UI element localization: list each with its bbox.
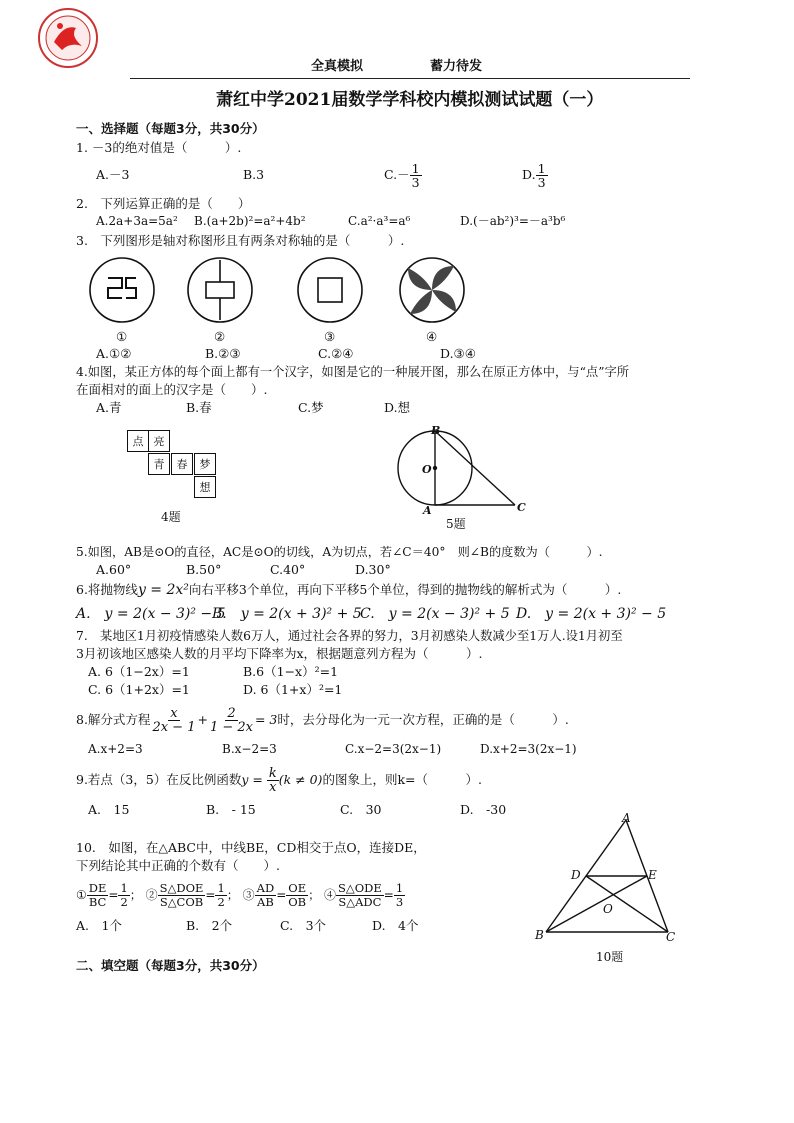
fig10-label-b: B — [535, 928, 544, 942]
q3-option-c: C.②④ — [318, 346, 354, 361]
q3-figures — [80, 252, 480, 332]
q2-option-c: C.a²·a³=a⁶ — [348, 214, 411, 228]
q10-statements — [76, 876, 405, 914]
q5-option-b: B.50° — [186, 562, 222, 577]
section-heading-choice: 一、选择题（每题3分，共30分） — [76, 121, 265, 136]
q8-option-c: C.x−2=3(2x−1) — [345, 742, 442, 756]
net-cell-chun: 春 — [171, 453, 193, 475]
q2-option-a: A.2a+3a=5a² — [96, 214, 178, 228]
q3-label-1: ① — [116, 329, 128, 344]
q3-option-a: A.①② — [96, 346, 132, 361]
q7-option-d: D. 6（1+x）²=1 — [243, 682, 343, 697]
fig5-caption: 5题 — [446, 517, 466, 531]
q9-option-b: B. - 15 — [206, 802, 256, 817]
q8-option-b: B.x−2=3 — [222, 742, 277, 756]
q8-option-a: A.x+2=3 — [88, 742, 143, 756]
q8-stem: 8.解分式方程 $\frac{x}{2x - 1}$ + $\frac{2}{1 - 2x}$ = 3时，去分母化为一元一次方程，正确的是（ ）. — [76, 706, 569, 735]
q7-option-c: C. 6（1+2x）=1 — [88, 682, 190, 697]
q1-stem: 1. －3的绝对值是（ ）. — [76, 140, 242, 155]
q9-option-c: C. 30 — [340, 802, 382, 817]
q3-label-3: ③ — [324, 329, 336, 344]
fig10-label-e: E — [648, 868, 657, 882]
q7-stem-line1: 7. 某地区1月初疫情感染人数6万人，通过社会各界的努力，3月初感染人数减少至1万人.设1月初至 — [76, 629, 623, 643]
q4-option-b: B.春 — [186, 400, 212, 415]
q3-figure-3 — [298, 258, 362, 322]
q10-option-b: B. 2个 — [186, 918, 233, 933]
q4-option-c: C.梦 — [298, 400, 324, 415]
q4-option-d: D.想 — [384, 400, 411, 415]
q3-stem: 3. 下列图形是轴对称图形且有两条对称轴的是（ ）. — [76, 233, 405, 248]
net-cell-xiang: 想 — [194, 476, 216, 498]
q1-option-d: D. $\frac{1}{3}$ — [522, 161, 546, 190]
header-motto-left: 全真模拟 — [311, 59, 364, 74]
q3-figure-4 — [400, 258, 464, 322]
net-cell-dian: 点 — [127, 430, 149, 452]
net-cell-qing: 青 — [148, 453, 170, 475]
q10-item-1: ① $\frac{DE}{BC}$ = $\frac{1}{2}$ ； — [76, 881, 142, 909]
q3-label-2: ② — [214, 329, 226, 344]
fig5-label-a: A — [423, 504, 432, 517]
q6-option-b: B. y = 2(x + 3)² + 5 — [212, 606, 362, 622]
fig10-caption: 10题 — [596, 950, 624, 964]
q3-figure-1 — [90, 258, 154, 322]
header-motto-right: 蓄力待发 — [430, 59, 483, 74]
fig10-label-d: D — [571, 868, 581, 882]
q10-item-2: ② $\frac{\text{S△DOE}}{\text{S△COB}}$ = $\frac{1}{2}$ ； — [145, 881, 239, 909]
q2-stem: 2. 下列运算正确的是（ ） — [76, 196, 251, 211]
fig10-label-a: A — [622, 811, 631, 825]
q9-stem: 9.若点（3，5）在反比例函数y = $\frac{k}{x}$ (k ≠ 0)的图象上，则k=（ ）. — [76, 766, 482, 795]
q5-option-c: C.40° — [270, 562, 306, 577]
q10-option-a: A. 1个 — [76, 918, 122, 933]
q4-stem-line1: 4.如图，某正方体的每个面上都有一个汉字，如图是它的一种展开图，那么在原正方体中，与“点”字所 — [76, 365, 630, 379]
fig5-label-c: C — [517, 501, 526, 514]
fig10-diagram — [540, 812, 680, 938]
q6-option-d: D. y = 2(x + 3)² − 5 — [516, 606, 667, 622]
q5-option-d: D.30° — [355, 562, 391, 577]
q10-stem-line1: 10. 如图，在△ABC中，中线BE，CD相交于点O，连接DE， — [76, 840, 426, 855]
q3-option-b: B.②③ — [205, 346, 241, 361]
fig5-diagram — [395, 422, 535, 522]
header-rule — [130, 78, 690, 79]
q10-stem-line2: 下列结论其中正确的个数有（ ）. — [76, 858, 280, 873]
q10-option-d: D. 4个 — [372, 918, 419, 933]
q4-option-a: A.青 — [96, 400, 122, 415]
q2-option-b: B.(a+2b)²=a²+4b² — [194, 214, 306, 228]
net-cell-liang: 亮 — [148, 430, 170, 452]
q3-label-4: ④ — [426, 329, 438, 344]
q7-stem-line2: 3月初该地区感染人数的月平均下降率为x，根据题意列方程为（ ）. — [76, 646, 483, 661]
q3-figure-2 — [188, 258, 252, 322]
q10-option-c: C. 3个 — [280, 918, 327, 933]
q1-option-b: B.3 — [243, 167, 265, 182]
page-title: 萧红中学2021届数学学科校内模拟测试试题（一） — [216, 90, 604, 110]
school-logo — [36, 6, 100, 70]
q6-option-a: A. y = 2(x − 3)² − 5 — [76, 606, 226, 622]
q10-item-4: ④ $\frac{\text{S△ODE}}{\text{S△ADC}}$ = $\frac{1}{3}$ — [323, 881, 404, 909]
q6-stem: 6.将抛物线y = 2x²向右平移3个单位，再向下平移5个单位，得到的抛物线的解析式为（ ）. — [76, 582, 622, 598]
q5-option-a: A.60° — [96, 562, 132, 577]
fig4-caption: 4题 — [161, 510, 181, 524]
q1-option-a: A.－3 — [96, 167, 130, 182]
net-cell-meng: 梦 — [194, 453, 216, 475]
q9-option-d: D. -30 — [460, 802, 507, 817]
fig5-label-o: O — [422, 463, 432, 476]
q10-item-3: ③ $\frac{AD}{AB}$ = $\frac{OE}{OB}$ ； — [242, 881, 321, 909]
q7-option-b: B.6（1−x）²=1 — [243, 664, 339, 679]
q9-option-a: A. 15 — [88, 802, 130, 817]
section-heading-fill: 二、填空题（每题3分，共30分） — [76, 958, 265, 973]
fig5-label-b: B — [431, 424, 441, 437]
q3-option-d: D.③④ — [440, 346, 476, 361]
fig10-label-o: O — [603, 902, 613, 916]
q7-option-a: A. 6（1−2x）=1 — [88, 664, 190, 679]
q8-option-d: D.x+2=3(2x−1) — [480, 742, 577, 756]
q6-option-c: C. y = 2(x − 3)² + 5 — [360, 606, 510, 622]
fig10-label-c: C — [666, 930, 676, 944]
q5-stem: 5.如图，AB是⊙O的直径，AC是⊙O的切线，A为切点，若∠C＝40° 则∠B的度数为（ ）. — [76, 545, 603, 559]
q4-stem-line2: 在面相对的面上的汉字是（ ）. — [76, 382, 268, 397]
q2-option-d: D.(－ab²)³=－a³b⁶ — [460, 214, 566, 228]
q1-option-c: C.－ $\frac{1}{3}$ — [384, 161, 420, 190]
